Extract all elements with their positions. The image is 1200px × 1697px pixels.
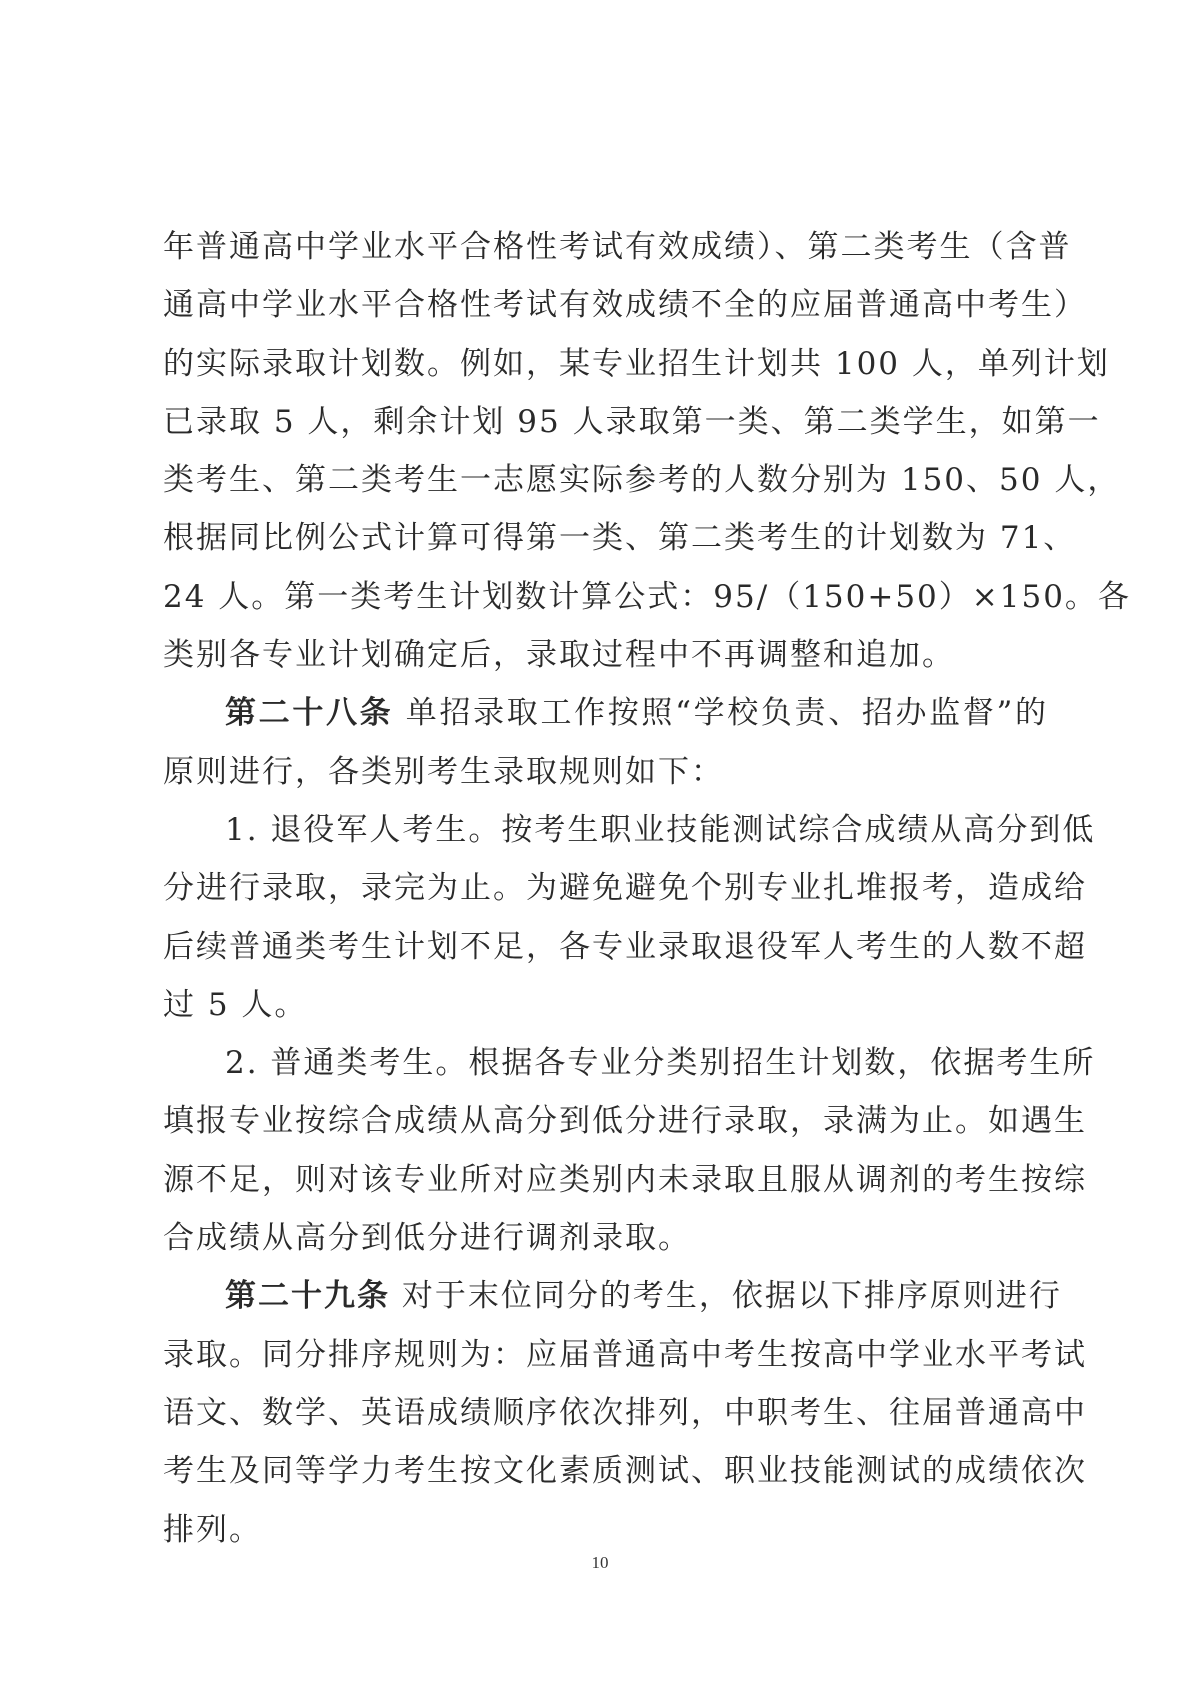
paragraph-line: 24 人。第一类考生计划数计算公式：95/（150+50）×150。各 xyxy=(163,578,1131,615)
paragraph-line: 考生及同等学力考生按文化素质测试、职业技能测试的成绩依次 xyxy=(163,1453,1087,1490)
paragraph-line: 已录取 5 人，剩余计划 95 人录取第一类、第二类学生，如第一 xyxy=(163,403,1101,440)
paragraph-line: 类考生、第二类考生一志愿实际参考的人数分别为 150、50 人， xyxy=(163,462,1121,499)
article-29 xyxy=(163,1267,1087,1558)
list-item-veterans xyxy=(163,801,1096,1034)
paragraph-line: 后续普通类考生计划不足，各专业录取退役军人考生的人数不超 xyxy=(163,928,1087,965)
paragraph-line: 过 5 人。 xyxy=(163,986,308,1023)
article-text: 对于末位同分的考生，依据以下排序原则进行 xyxy=(390,1278,1062,1315)
paragraph-line: 源不足，则对该专业所对应类别内未录取且服从调剂的考生按综 xyxy=(163,1161,1087,1198)
list-item-general xyxy=(163,1034,1096,1267)
page-number: 10 xyxy=(591,1553,609,1572)
document-body xyxy=(163,218,1131,1559)
paragraph-line: 根据同比例公式计算可得第一类、第二类考生的计划数为 71、 xyxy=(163,520,1077,557)
paragraph-line: 的实际录取计划数。例如，某专业招生计划共 100 人，单列计划 xyxy=(163,345,1110,382)
paragraph-line: 录取。同分排序规则为：应届普通高中考生按高中学业水平考试 xyxy=(163,1336,1087,1373)
paragraph-line: 年普通高中学业水平合格性考试有效成绩）、第二类考生（含普 xyxy=(163,229,1072,265)
paragraph-line: 排列。 xyxy=(163,1511,262,1548)
article-28 xyxy=(163,684,1048,801)
paragraph-line xyxy=(163,684,1048,742)
paragraph-line: 原则进行，各类别考生录取规则如下： xyxy=(163,753,724,790)
paragraph-line: 通高中学业水平合格性考试有效成绩不全的应届普通高中考生） xyxy=(163,287,1087,324)
paragraph-line: 语文、数学、英语成绩顺序依次排列，中职考生、往届普通高中 xyxy=(163,1394,1087,1431)
paragraph-line: 分进行录取，录完为止。为避免避免个别专业扎堆报考，造成给 xyxy=(163,870,1087,907)
paragraph-line xyxy=(163,1267,1062,1325)
paragraph-line: 2. 普通类考生。根据各专业分类别招生计划数，依据考生所 xyxy=(225,1045,1096,1082)
paragraph-line: 1. 退役军人考生。按考生职业技能测试综合成绩从高分到低 xyxy=(225,811,1096,848)
article-heading: 第二十九条 xyxy=(225,1278,390,1315)
paragraph-line: 合成绩从高分到低分进行调剂录取。 xyxy=(163,1220,691,1257)
paragraph-line: 填报专业按综合成绩从高分到低分进行录取，录满为止。如遇生 xyxy=(163,1103,1087,1140)
paragraph-plan-allocation xyxy=(163,218,1131,684)
article-heading: 第二十八条 xyxy=(225,695,394,732)
article-text: 单招录取工作按照“学校负责、招办监督”的 xyxy=(393,695,1048,732)
paragraph-line: 类别各专业计划确定后，录取过程中不再调整和追加。 xyxy=(163,637,955,674)
